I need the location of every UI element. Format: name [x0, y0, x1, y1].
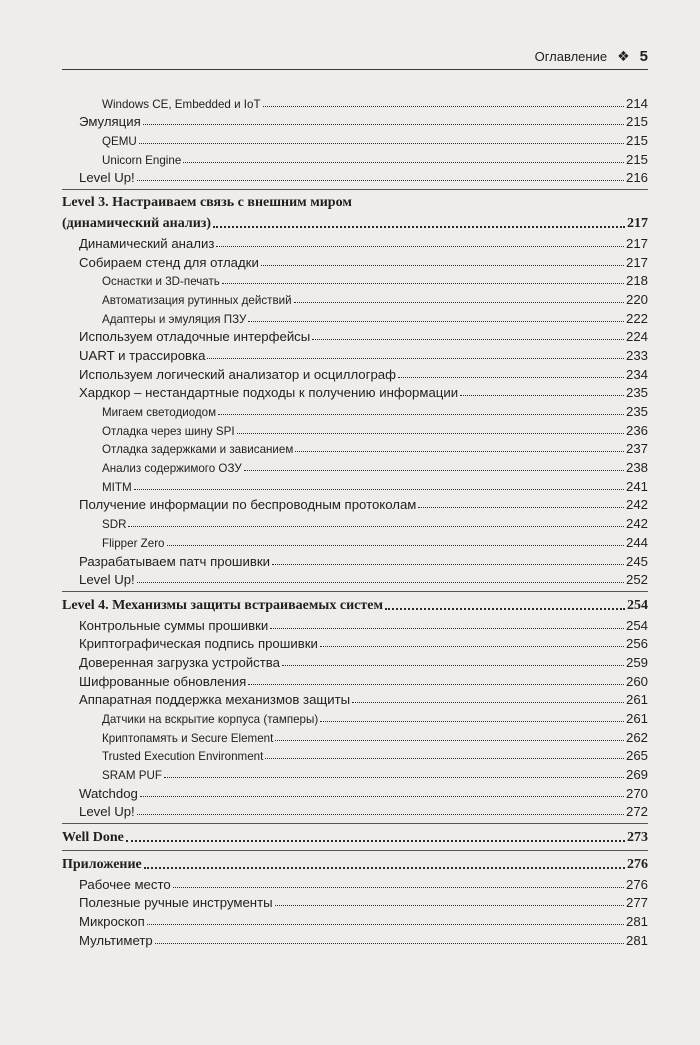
table-of-contents: [62, 92, 648, 948]
toc-row: [62, 167, 648, 186]
toc-title: Собираем стенд для отладки: [79, 254, 259, 270]
dot-leader: [139, 143, 624, 144]
dot-leader: [222, 283, 624, 284]
toc-page-number: 269: [625, 767, 648, 783]
toc-row: [62, 873, 648, 892]
dot-leader: [460, 395, 624, 396]
toc-page-number: 272: [625, 804, 648, 820]
toc-page-number: 215: [625, 114, 648, 130]
toc-row: [62, 595, 648, 614]
toc-title: Level Up!: [79, 170, 135, 186]
toc-row: [62, 456, 648, 475]
toc-row: [62, 633, 648, 652]
toc-chapter: [62, 189, 648, 232]
toc-entry: [62, 326, 648, 345]
toc-entry: [62, 251, 648, 270]
toc-entry: [62, 929, 648, 948]
toc-title: Криптографическая подпись прошивки: [79, 636, 318, 652]
dot-leader: [137, 180, 624, 181]
toc-title: Шифрованные обновления: [79, 673, 247, 689]
toc-entry: [62, 651, 648, 670]
toc-title: MITM: [102, 480, 132, 494]
dot-leader: [320, 721, 624, 722]
toc-page-number: 260: [625, 673, 648, 689]
toc-row: [62, 382, 648, 401]
toc-title: Датчики на вскрытие корпуса (тамперы): [102, 713, 319, 726]
dot-leader: [275, 905, 624, 906]
dot-leader: [140, 796, 624, 797]
toc-entry: [62, 456, 648, 475]
toc-row: [62, 111, 648, 130]
toc-page-number: 281: [625, 913, 648, 929]
dot-leader: [147, 924, 624, 925]
toc-row: [62, 148, 648, 167]
toc-row: [62, 827, 648, 846]
toc-row: [62, 531, 648, 550]
toc-chapter: [62, 850, 648, 873]
toc-entry: [62, 670, 648, 689]
dot-leader: [137, 814, 624, 815]
toc-entry: [62, 633, 648, 652]
toc-entry: [62, 475, 648, 494]
toc-entry: [62, 531, 648, 550]
toc-page-number: 270: [625, 785, 648, 801]
toc-entry: [62, 400, 648, 419]
toc-title: Мультиметр: [79, 932, 153, 948]
toc-row: [62, 892, 648, 911]
toc-title: Получение информации по беспроводным протоколам: [79, 497, 417, 513]
toc-title: Динамический анализ: [79, 235, 215, 251]
toc-page-number: 254: [625, 617, 648, 633]
dot-leader: [155, 943, 624, 944]
toc-row: [62, 326, 648, 345]
dot-leader: [167, 545, 624, 546]
toc-title: Доверенная загрузка устройства: [79, 654, 280, 670]
toc-entry: [62, 382, 648, 401]
toc-entry: [62, 614, 648, 633]
dot-leader: [385, 608, 625, 610]
toc-title: Анализ содержимого ОЗУ: [102, 462, 242, 476]
toc-title: Level Up!: [79, 804, 135, 820]
toc-entry: [62, 910, 648, 929]
dot-leader: [294, 302, 624, 303]
toc-page-number: 242: [625, 516, 648, 532]
toc-page-number: 220: [625, 291, 648, 307]
toc-page-number: 261: [625, 692, 648, 708]
running-header: [62, 43, 648, 70]
toc-entry: [62, 232, 648, 251]
toc-title: Используем логический анализатор и осциллограф: [79, 366, 396, 382]
toc-entry: [62, 763, 648, 782]
toc-page-number: 235: [625, 404, 648, 419]
toc-title: SRAM PUF: [102, 769, 162, 783]
toc-page-number: 235: [625, 385, 648, 401]
toc-entry: [62, 344, 648, 363]
toc-row: [62, 651, 648, 670]
toc-title: Level Up!: [79, 572, 135, 588]
toc-title: Windows CE, Embedded и IoT: [102, 97, 261, 111]
toc-title: Отладка задержками и зависанием: [102, 443, 294, 457]
toc-title: Trusted Execution Environment: [102, 750, 264, 764]
toc-row: [62, 569, 648, 588]
toc-title: Приложение: [62, 856, 142, 872]
toc-title: Микроскоп: [79, 913, 145, 929]
toc-title: Контрольные суммы прошивки: [79, 617, 269, 633]
toc-row: [62, 763, 648, 782]
toc-page-number: 217: [627, 216, 648, 232]
toc-row: [62, 270, 648, 289]
dot-leader: [263, 106, 624, 107]
header-page-number: 5: [639, 47, 648, 65]
toc-page-number: 265: [625, 748, 648, 764]
toc-row: [62, 670, 648, 689]
toc-title: Хардкор – нестандартные подходы к получению информации: [79, 385, 459, 401]
toc-entry: [62, 494, 648, 513]
toc-entry: [62, 689, 648, 708]
dot-leader: [248, 321, 624, 322]
toc-page-number: 238: [625, 460, 648, 476]
toc-title: Level 4. Механизмы защиты встраиваемых систем: [62, 597, 383, 613]
toc-row: [62, 419, 648, 438]
toc-title: Разрабатываем патч прошивки: [79, 553, 270, 569]
toc-title: Аппаратная поддержка механизмов защиты: [79, 692, 351, 708]
toc-title: Flipper Zero: [102, 536, 165, 550]
dot-leader: [173, 887, 624, 888]
toc-page-number: 242: [625, 497, 648, 513]
toc-row: [62, 745, 648, 764]
toc-entry: [62, 782, 648, 801]
toc-page-number: 217: [625, 235, 648, 251]
toc-row: [62, 438, 648, 457]
toc-entry: [62, 363, 648, 382]
toc-entry: [62, 550, 648, 569]
toc-chapter: [62, 823, 648, 846]
toc-row: [62, 929, 648, 948]
toc-entry: [62, 129, 648, 148]
toc-entry: [62, 512, 648, 531]
toc-entry: [62, 288, 648, 307]
toc-page-number: 256: [625, 636, 648, 652]
toc-row: [62, 782, 648, 801]
toc-title: UART и трассировка: [79, 347, 206, 363]
dot-leader: [270, 628, 624, 629]
dot-leader: [144, 867, 625, 869]
toc-page-number: 222: [625, 310, 648, 326]
toc-row: [62, 400, 648, 419]
dot-leader: [126, 840, 625, 842]
dot-leader: [216, 246, 624, 247]
toc-title: Unicorn Engine: [102, 153, 182, 167]
header-title: Оглавление: [534, 48, 608, 64]
toc-entry: [62, 111, 648, 130]
dot-leader: [143, 124, 624, 125]
toc-row: [62, 707, 648, 726]
toc-row: [62, 550, 648, 569]
toc-title: Рабочее место: [79, 876, 171, 892]
dot-leader: [265, 758, 624, 759]
dot-leader: [295, 451, 624, 452]
toc-page-number: 254: [627, 597, 648, 613]
dot-leader: [137, 582, 624, 583]
toc-entry: [62, 148, 648, 167]
toc-page-number: 214: [625, 95, 648, 111]
toc-row: [62, 801, 648, 820]
toc-row: [62, 288, 648, 307]
dot-leader: [398, 377, 624, 378]
toc-title: Эмуляция: [79, 114, 141, 130]
toc-entry: [62, 892, 648, 911]
toc-page-number: 276: [625, 876, 648, 892]
toc-title: Watchdog: [79, 785, 138, 801]
toc-title: Автоматизация рутинных действий: [102, 293, 292, 307]
toc-row: [62, 232, 648, 251]
toc-title: Оснастки и 3D-печать: [102, 275, 220, 289]
dot-leader: [244, 470, 624, 471]
dot-leader: [312, 339, 624, 340]
toc-entry: [62, 707, 648, 726]
toc-row: [62, 213, 648, 232]
toc-page-number: 215: [625, 151, 648, 167]
dot-leader: [352, 702, 624, 703]
dot-leader: [164, 777, 624, 778]
toc-page-number: 281: [625, 932, 648, 948]
toc-title: QEMU: [102, 135, 137, 149]
toc-row: [62, 307, 648, 326]
toc-row: [62, 854, 648, 873]
toc-page-number: 259: [625, 654, 648, 670]
toc-page-number: 276: [627, 856, 648, 872]
dot-leader: [237, 433, 624, 434]
toc-title: SDR: [102, 518, 127, 532]
toc-entry: [62, 569, 648, 588]
dot-leader: [248, 684, 624, 685]
toc-row: [62, 494, 648, 513]
toc-entry: [62, 92, 648, 111]
toc-entry: [62, 438, 648, 457]
toc-entry: [62, 167, 648, 186]
toc-page-number: 236: [625, 422, 648, 438]
toc-title: Используем отладочные интерфейсы: [79, 329, 311, 345]
dot-leader: [218, 414, 624, 415]
toc-row: [62, 512, 648, 531]
toc-row: [62, 363, 648, 382]
toc-page-number: 216: [625, 170, 648, 186]
toc-row: [62, 614, 648, 633]
dot-leader: [282, 665, 624, 666]
toc-row: [62, 251, 648, 270]
toc-chapter-title: Level 3. Настраиваем связь с внешним миром: [62, 195, 352, 211]
toc-page-number: 277: [625, 895, 648, 911]
toc-page-number: 215: [625, 133, 648, 149]
toc-entry: [62, 726, 648, 745]
toc-page-number: 262: [625, 729, 648, 745]
toc-entry: [62, 307, 648, 326]
toc-row: [62, 129, 648, 148]
toc-page-number: 241: [625, 478, 648, 494]
toc-entry: [62, 801, 648, 820]
toc-page-number: 237: [625, 441, 648, 457]
toc-row: [62, 92, 648, 111]
toc-title: (динамический анализ): [62, 216, 212, 232]
toc-page-number: 217: [625, 254, 648, 270]
toc-entry: [62, 270, 648, 289]
toc-page-number: 252: [625, 572, 648, 588]
toc-row: [62, 475, 648, 494]
dot-leader: [275, 740, 624, 741]
toc-row: [62, 910, 648, 929]
dot-leader: [261, 265, 624, 266]
toc-row: [62, 726, 648, 745]
dot-leader: [272, 564, 624, 565]
dot-leader: [213, 226, 625, 228]
toc-title: Well Done: [62, 830, 124, 846]
toc-title: Мигаем светодиодом: [102, 406, 217, 419]
dot-leader: [134, 489, 624, 490]
dot-leader: [418, 507, 624, 508]
toc-page-number: 234: [625, 366, 648, 382]
toc-page-number: 218: [625, 273, 648, 289]
dot-leader: [320, 646, 624, 647]
toc-entry: [62, 419, 648, 438]
toc-entry: [62, 873, 648, 892]
ornament-icon: ❖: [617, 47, 630, 64]
toc-row: [62, 689, 648, 708]
toc-title: Полезные ручные инструменты: [79, 895, 273, 911]
toc-page-number: 224: [625, 329, 648, 345]
toc-title: Криптопамять и Secure Element: [102, 731, 274, 745]
toc-page-number: 261: [625, 711, 648, 726]
toc-entry: [62, 745, 648, 764]
toc-row: [62, 344, 648, 363]
toc-title: Отладка через шину SPI: [102, 424, 235, 438]
toc-title: Адаптеры и эмуляция ПЗУ: [102, 312, 247, 326]
toc-page-number: 245: [625, 553, 648, 569]
toc-page-number: 233: [625, 347, 648, 363]
toc-chapter: [62, 591, 648, 614]
toc-page-number: 244: [625, 534, 648, 550]
dot-leader: [183, 162, 624, 163]
toc-page-number: 273: [627, 830, 648, 846]
dot-leader: [128, 526, 624, 527]
dot-leader: [207, 358, 624, 359]
